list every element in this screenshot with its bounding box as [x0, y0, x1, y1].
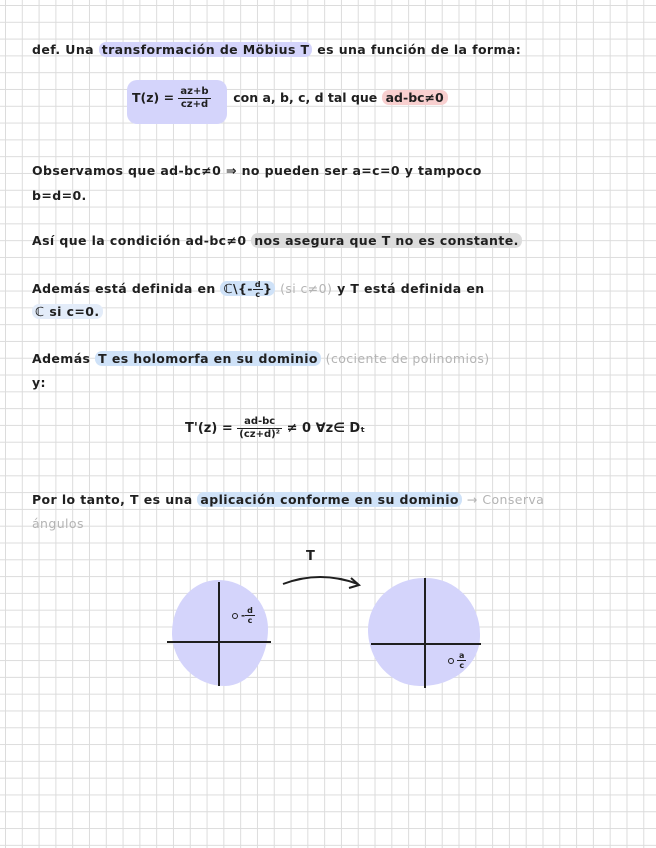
domain-set-highlight — [220, 280, 275, 299]
derivative-formula — [185, 416, 365, 441]
left-point-den: c — [247, 616, 253, 625]
formula-denominator: cz+d — [180, 99, 209, 110]
domain-prefix: Además está definida en — [32, 281, 221, 296]
definition-suffix: es una función de la forma: — [312, 42, 522, 57]
formula-lhs: T(z) = — [132, 90, 175, 105]
right-vertical-axis — [424, 578, 426, 688]
right-horizontal-axis — [371, 643, 481, 645]
observation-line-2: b=d=0. — [32, 188, 87, 203]
formula-fraction — [178, 86, 210, 111]
left-point-marker — [232, 613, 238, 619]
domain-close: } — [263, 281, 273, 296]
mobius-formula — [132, 86, 448, 111]
left-point-fraction — [245, 606, 255, 625]
right-point-fraction — [457, 651, 466, 670]
condition-highlight: ad-bc≠0 — [382, 90, 448, 105]
non-constant-highlight: nos asegura que T no es constante. — [251, 233, 522, 248]
conformal-line-2: ángulos — [32, 516, 84, 531]
holomorphic-highlight: T es holomorfa en su dominio — [95, 351, 321, 366]
derivative-denominator: (cz+d)² — [239, 429, 281, 440]
conformal-prefix: Por lo tanto, T es una — [32, 492, 198, 507]
definition-prefix: def. Una — [32, 42, 99, 57]
derivative-fraction — [237, 416, 282, 441]
domain-line-2 — [32, 304, 103, 319]
right-point-marker — [448, 658, 454, 664]
left-point-sign: - — [241, 610, 246, 622]
mobius-highlight: transformación de Möbius T — [99, 42, 313, 57]
holomorphic-line-2: y: — [32, 375, 46, 390]
left-pole-point — [232, 606, 255, 625]
right-point-den: c — [459, 661, 465, 670]
holomorphic-prefix: Además — [32, 351, 96, 366]
domain-note: (si c≠0) — [280, 281, 333, 296]
conformal-line — [32, 492, 544, 507]
formula-middle-text: con a, b, c, d tal que — [233, 90, 378, 105]
condition-prefix: Así que la condición ad-bc≠0 — [32, 233, 252, 248]
derivative-numerator: ad-bc — [237, 416, 282, 429]
formula-numerator: az+b — [180, 86, 209, 97]
conformal-note: Conserva — [482, 492, 545, 507]
domain-line-1 — [32, 280, 485, 299]
conformal-arrow: → — [466, 492, 478, 507]
condition-line — [32, 233, 522, 248]
derivative-lhs: T'(z) = — [185, 421, 233, 436]
conformal-highlight: aplicación conforme en su dominio — [197, 492, 462, 507]
holomorphic-line — [32, 351, 490, 366]
left-domain-blob — [172, 580, 268, 686]
domain-middle: y T está definida en — [332, 281, 485, 296]
observation-line-1: Observamos que ad-bc≠0 ⇒ no pueden ser a=c=0 y tampoco — [32, 163, 482, 178]
mapping-label: T — [306, 549, 315, 564]
left-point-num: d — [247, 606, 253, 615]
domain-numerator: d — [254, 280, 262, 289]
domain-fraction — [253, 280, 263, 299]
mapping-arrow-curve — [283, 577, 358, 584]
derivative-rhs: ≠ 0 ∀z∈ Dₜ — [286, 421, 366, 436]
mapping-arrow — [278, 568, 368, 594]
domain-set: ℂ\{- — [223, 281, 253, 296]
right-point-num: a — [459, 651, 465, 660]
left-vertical-axis — [218, 582, 220, 686]
domain-c-zero: ℂ si c=0. — [32, 304, 103, 319]
domain-denominator: c — [255, 290, 261, 299]
holomorphic-note: (cociente de polinomios) — [325, 351, 490, 366]
right-image-point — [448, 651, 466, 670]
definition-line — [32, 42, 521, 57]
